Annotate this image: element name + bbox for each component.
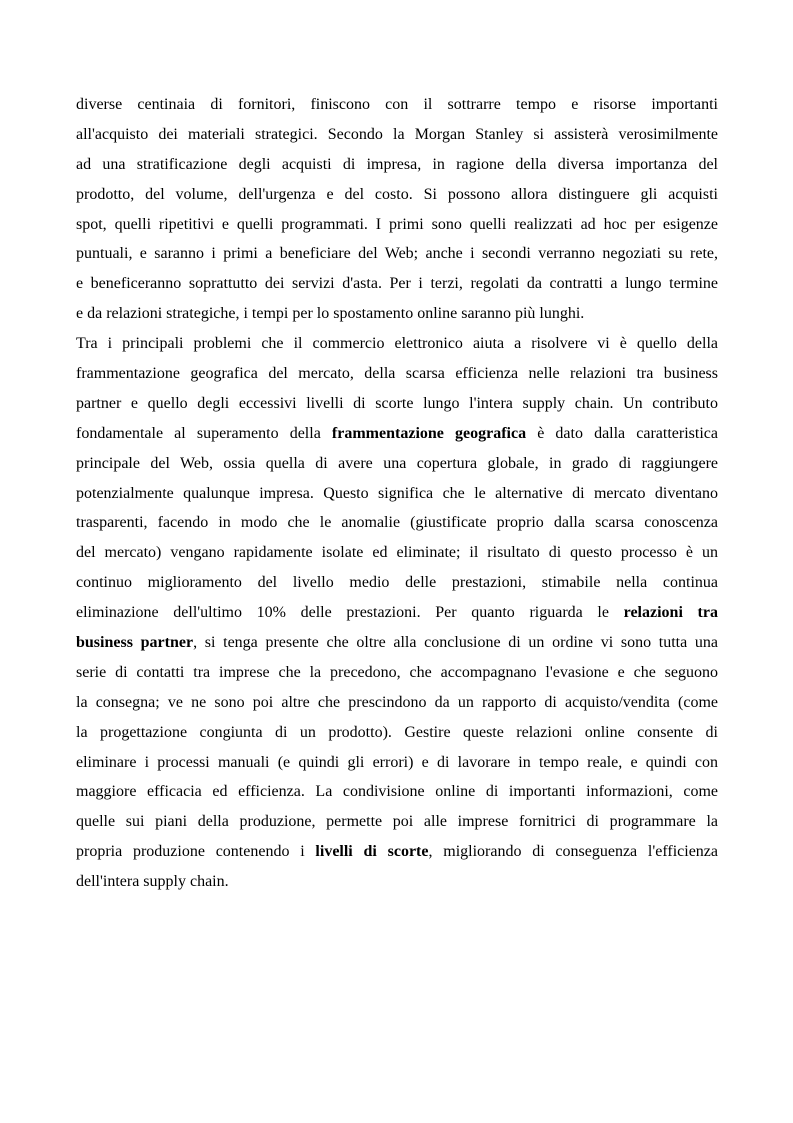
text-line (76, 210, 718, 240)
paragraph (76, 329, 718, 897)
text-segment: diverse centinaia di fornitori, finiscono con il sottrarre tempo e risorse importanti (76, 96, 718, 113)
text-line (76, 120, 718, 150)
text-line (76, 239, 718, 269)
bold-phrase: livelli di scorte (315, 843, 429, 861)
text-line (76, 329, 718, 359)
text-line (76, 777, 718, 807)
text-line (76, 538, 718, 568)
text-segment: , migliorando di conseguenza l'efficienza (428, 843, 719, 861)
text-line (76, 419, 718, 449)
text-segment: frammentazione geografica del mercato, della scarsa efficienza nelle relazioni tra business (76, 365, 718, 383)
text-segment: e beneficeranno soprattutto dei servizi d'asta. Per i terzi, regolati da contratti a lungo termine (76, 275, 718, 293)
text-line (76, 598, 718, 628)
paragraph (76, 90, 718, 329)
text-segment: potenzialmente qualunque impresa. Questo significa che le alternative di mercato diventano (76, 484, 718, 502)
bold-phrase: frammentazione geografica (331, 424, 527, 442)
text-line (76, 807, 718, 837)
text-line (76, 479, 718, 509)
text-line (76, 628, 718, 658)
text-line (76, 389, 718, 419)
text-segment: la progettazione congiunta di un prodotto). Gestire queste relazioni online consente di (76, 723, 718, 741)
text-line (76, 568, 718, 598)
text-line (76, 658, 718, 688)
text-segment: è dato dalla caratteristica (526, 424, 718, 442)
text-segment: , si tenga presente che oltre alla conclusione di un ordine vi sono tutta una (193, 634, 718, 652)
text-segment: puntuali, e saranno i primi a beneficiare del Web; anche i secondi verranno negoziati su rete, (76, 245, 718, 263)
text-line (76, 359, 718, 389)
text-segment: principale del Web, ossia quella di avere una copertura globale, in grado di raggiungere (76, 454, 718, 472)
text-segment: trasparenti, facendo in modo che le anomalie (giustificate proprio dalla scarsa conoscenza (76, 514, 718, 532)
text-segment: eliminazione dell'ultimo 10% delle prestazioni. Per quanto riguarda le (76, 604, 624, 622)
text-line (76, 688, 718, 718)
text-line (76, 837, 718, 867)
text-line (76, 718, 718, 748)
bold-phrase: business partner (76, 634, 194, 652)
text-segment: dell'intera supply chain. (76, 873, 229, 891)
text-segment: e da relazioni strategiche, i tempi per lo spostamento online saranno più lunghi. (76, 305, 585, 323)
text-line (76, 449, 718, 479)
text-line (76, 269, 718, 299)
text-segment: maggiore efficacia ed efficienza. La condivisione online di importanti informazioni, come (76, 783, 718, 801)
body-text (76, 90, 718, 897)
bold-phrase: relazioni tra (623, 604, 718, 622)
text-segment: Tra i principali problemi che il commercio elettronico aiuta a risolvere vi è quello della (76, 335, 718, 353)
text-segment: propria produzione contenendo i (76, 843, 316, 861)
text-line (76, 748, 718, 778)
text-segment: ad una stratificazione degli acquisti di impresa, in ragione della diversa importanza del (76, 155, 718, 173)
text-segment: partner e quello degli eccessivi livelli di scorte lungo l'intera supply chain. Un contributo (76, 394, 718, 412)
text-segment: continuo miglioramento del livello medio delle prestazioni, stimabile nella continua (76, 574, 718, 592)
text-segment: la consegna; ve ne sono poi altre che prescindono da un rapporto di acquisto/vendita (come (76, 693, 718, 711)
text-segment: serie di contatti tra imprese che la precedono, che accompagnano l'evasione e che seguono (76, 663, 718, 681)
text-line (76, 150, 718, 180)
text-line (76, 508, 718, 538)
text-segment: fondamentale al superamento della (76, 424, 332, 442)
text-line (76, 180, 718, 210)
text-segment: all'acquisto dei materiali strategici. Secondo la Morgan Stanley si assisterà verosimilmente (76, 125, 718, 143)
text-segment: prodotto, del volume, dell'urgenza e del costo. Si possono allora distinguere gli acquisti (76, 185, 718, 203)
text-line (76, 867, 718, 897)
text-line (76, 90, 718, 120)
text-segment: del mercato) vengano rapidamente isolate ed eliminate; il risultato di questo processo è un (76, 544, 718, 562)
text-line (76, 299, 718, 329)
text-segment: quelle sui piani della produzione, permette poi alle imprese fornitrici di programmare la (76, 813, 718, 831)
text-segment: spot, quelli ripetitivi e quelli programmati. I primi sono quelli realizzati ad hoc per esigenze (76, 215, 718, 233)
text-segment: eliminare i processi manuali (e quindi gli errori) e di lavorare in tempo reale, e quindi con (76, 753, 718, 771)
